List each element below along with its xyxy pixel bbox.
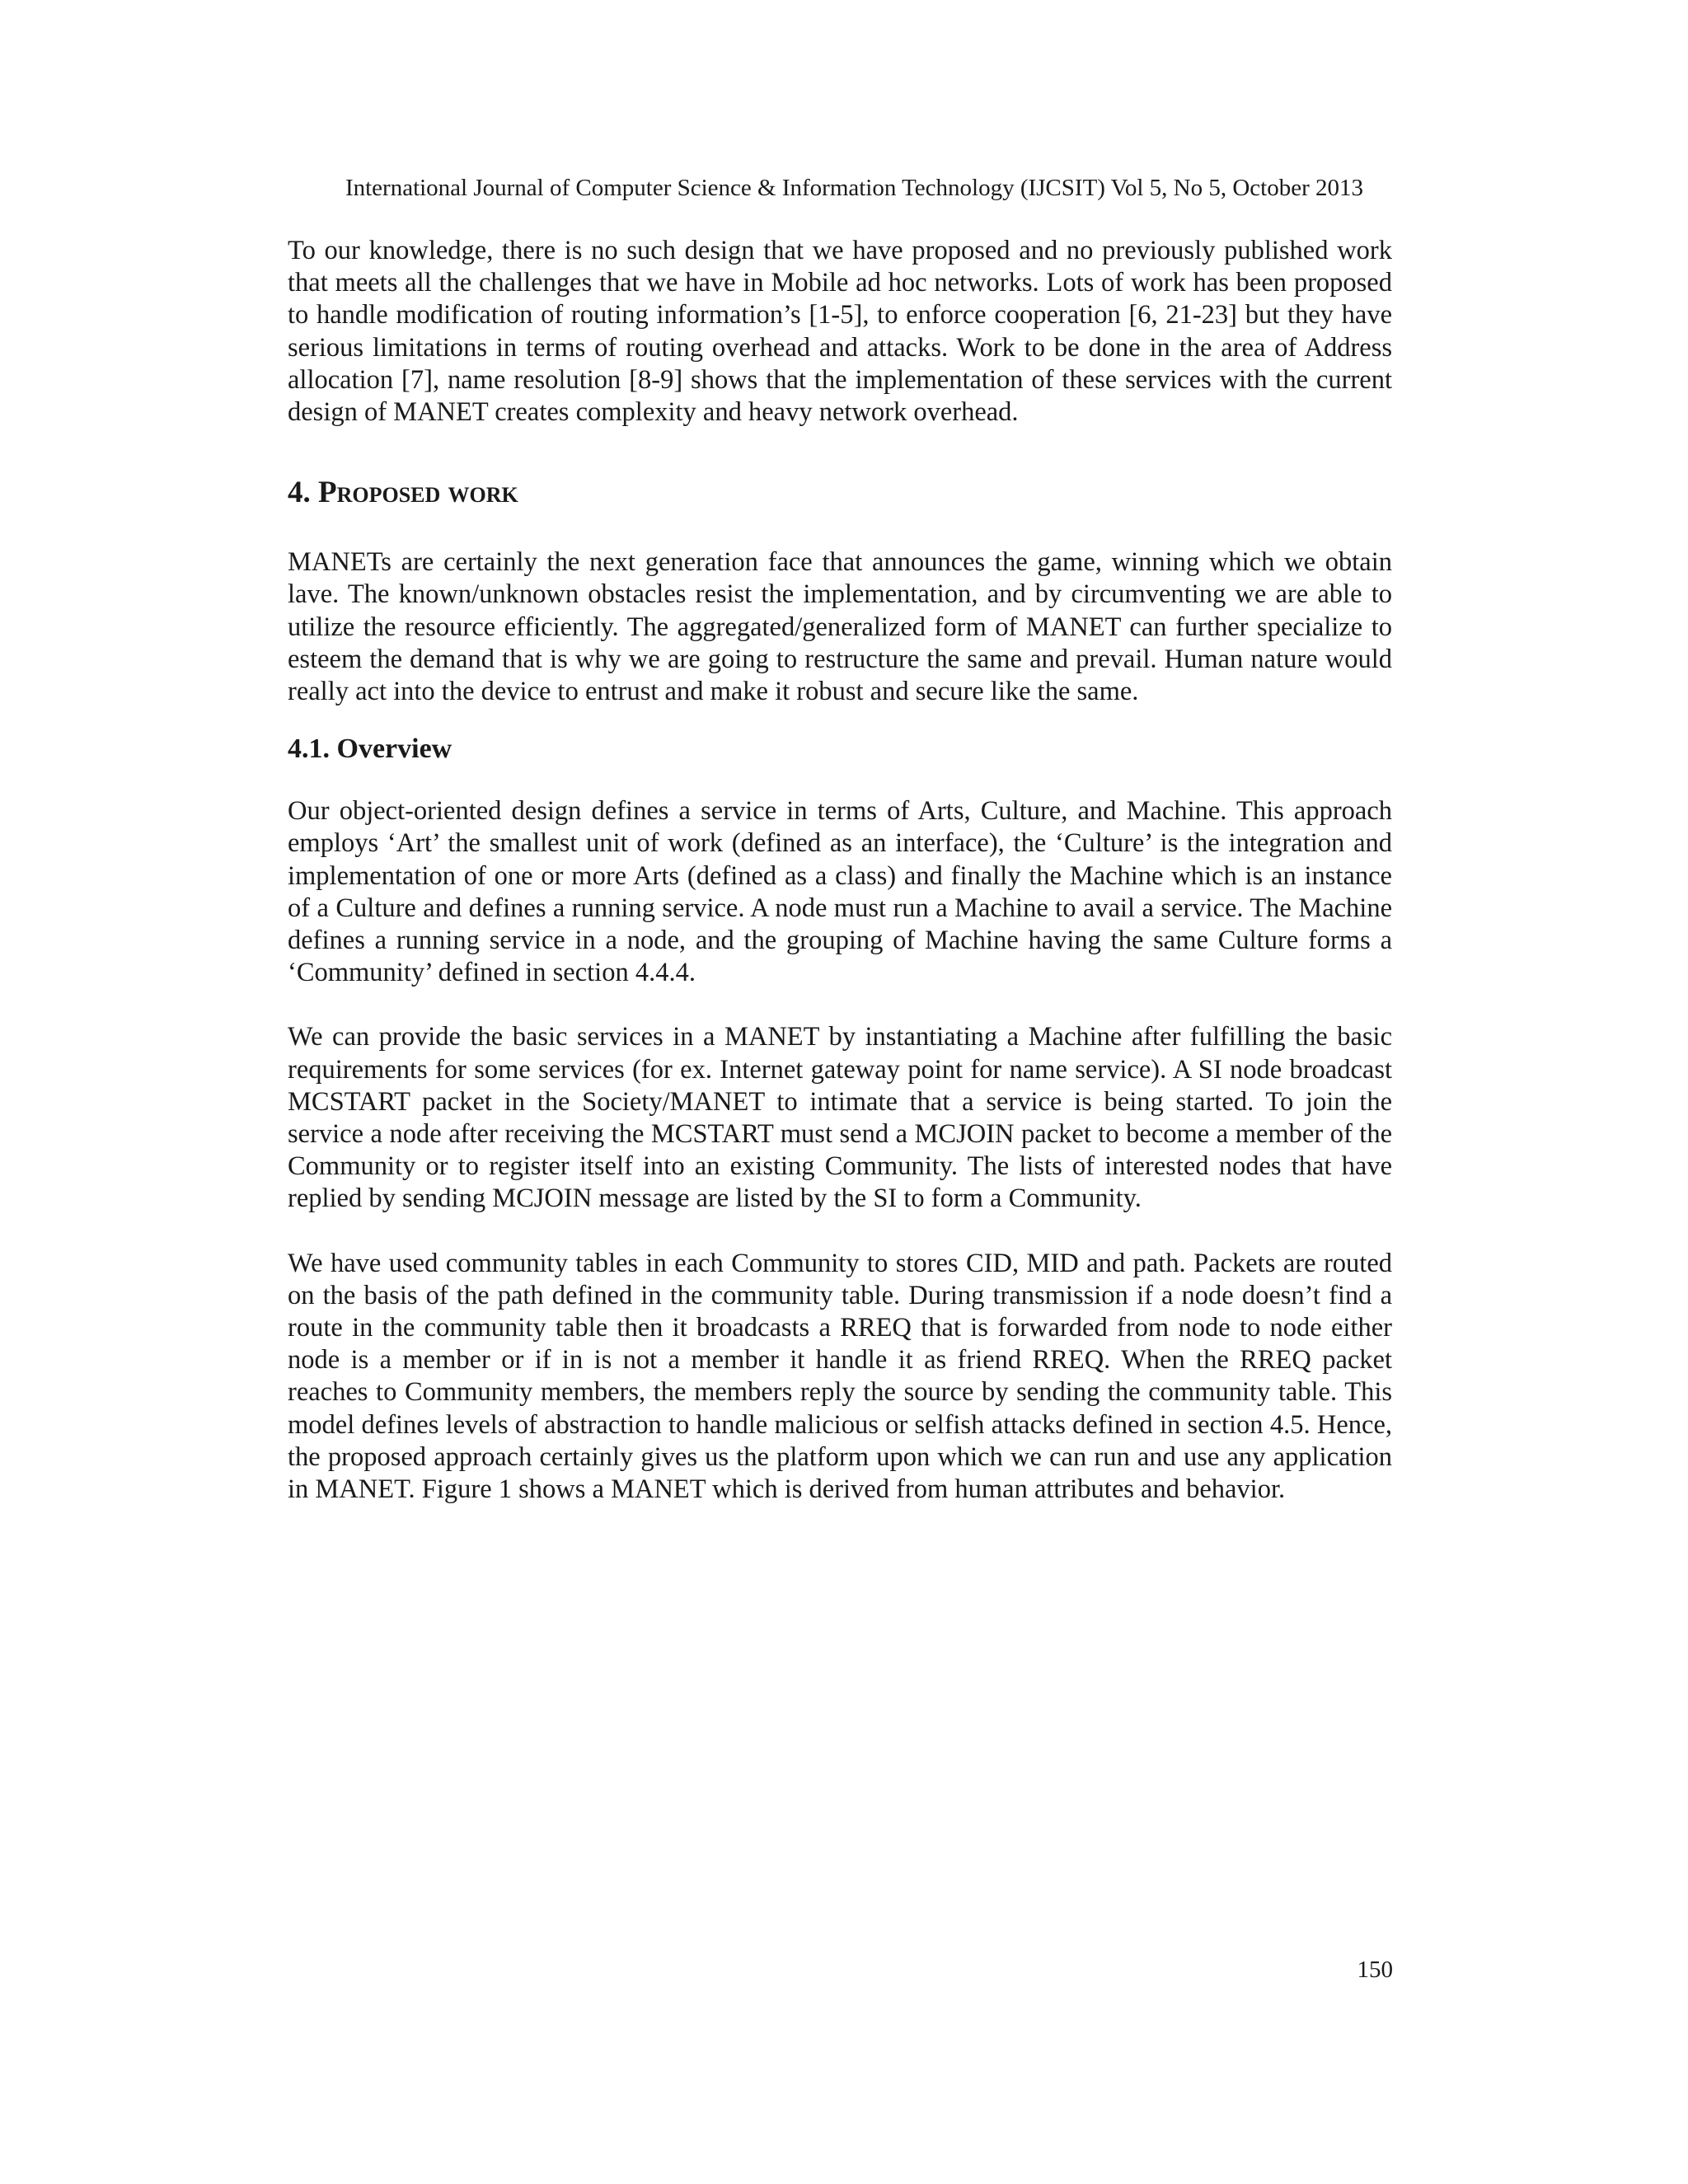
section-number: 4. [288,476,311,510]
section-heading [288,475,1392,511]
page-number: 150 [1357,1957,1393,1983]
overview-paragraph-1: Our object-oriented design defines a service in terms of Arts, Culture, and Machine. This approach employs ‘Art’ the smallest unit of work (defined as an interface), the ‘Culture’ is the integration and implementation of one or more Arts (defined as a class) and finally the Machine which is an instance of a Culture and defines a running service. A node must run a Machine to avail a service. The Machine defines a running service in a node, and the grouping of Machine having the same Culture forms a ‘Community’ defined in section 4.4.4. [288,796,1392,988]
overview-paragraph-3: We have used community tables in each Community to stores CID, MID and path. Packets are routed on the basis of the path defined in the community table. During transmission if a node doesn’t find a route in the community table then it broadcasts a RREQ that is forwarded from node to node either node is a member or if in is not a member it handle it as friend RREQ. When the RREQ packet reaches to Community members, the members reply the source by sending the community table. This model defines levels of abstraction to handle malicious or selfish attacks defined in section 4.5. Hence, the proposed approach certainly gives us the platform upon which we can run and use any application in MANET. Figure 1 shows a MANET which is derived from human attributes and behavior. [288,1248,1392,1505]
proposed-work-paragraph: MANETs are certainly the next generation face that announces the game, winning which we obtain lave. The known/unknown obstacles resist the implementation, and by circumventing we are able to utilize the resource efficiently. The aggregated/generalized form of MANET can further specialize to esteem the demand that is why we are going to restructure the same and prevail. Human nature would really act into the device to entrust and make it robust and secure like the same. [288,547,1392,707]
section-title: Proposed work [318,476,518,510]
intro-paragraph: To our knowledge, there is no such design that we have proposed and no previously published work that meets all the challenges that we have in Mobile ad hoc networks. Lots of work has been proposed to handle modification of routing information’s [1-5], to enforce cooperation [6, 21-23] but they have serious limitations in terms of routing overhead and attacks. Work to be done in the area of Address allocation [7], name resolution [8-9] shows that the implementation of these services with the current design of MANET creates complexity and heavy network overhead. [288,236,1392,428]
running-header: International Journal of Computer Science & Information Technology (IJCSIT) Vol 5, No 5, October 2013 [345,175,1364,201]
main-content [288,235,1392,1506]
subsection-heading: 4.1. Overview [288,733,452,765]
overview-paragraph-2: We can provide the basic services in a MANET by instantiating a Machine after fulfilling the basic requirements for some services (for ex. Internet gateway point for name service). A SI node broadcast MCSTART packet in the Society/MANET to intimate that a service is being started. To join the service a node after receiving the MCSTART must send a MCJOIN packet to become a member of the Community or to register itself into an existing Community. The lists of interested nodes that have replied by sending MCJOIN message are listed by the SI to form a Community. [288,1022,1392,1214]
